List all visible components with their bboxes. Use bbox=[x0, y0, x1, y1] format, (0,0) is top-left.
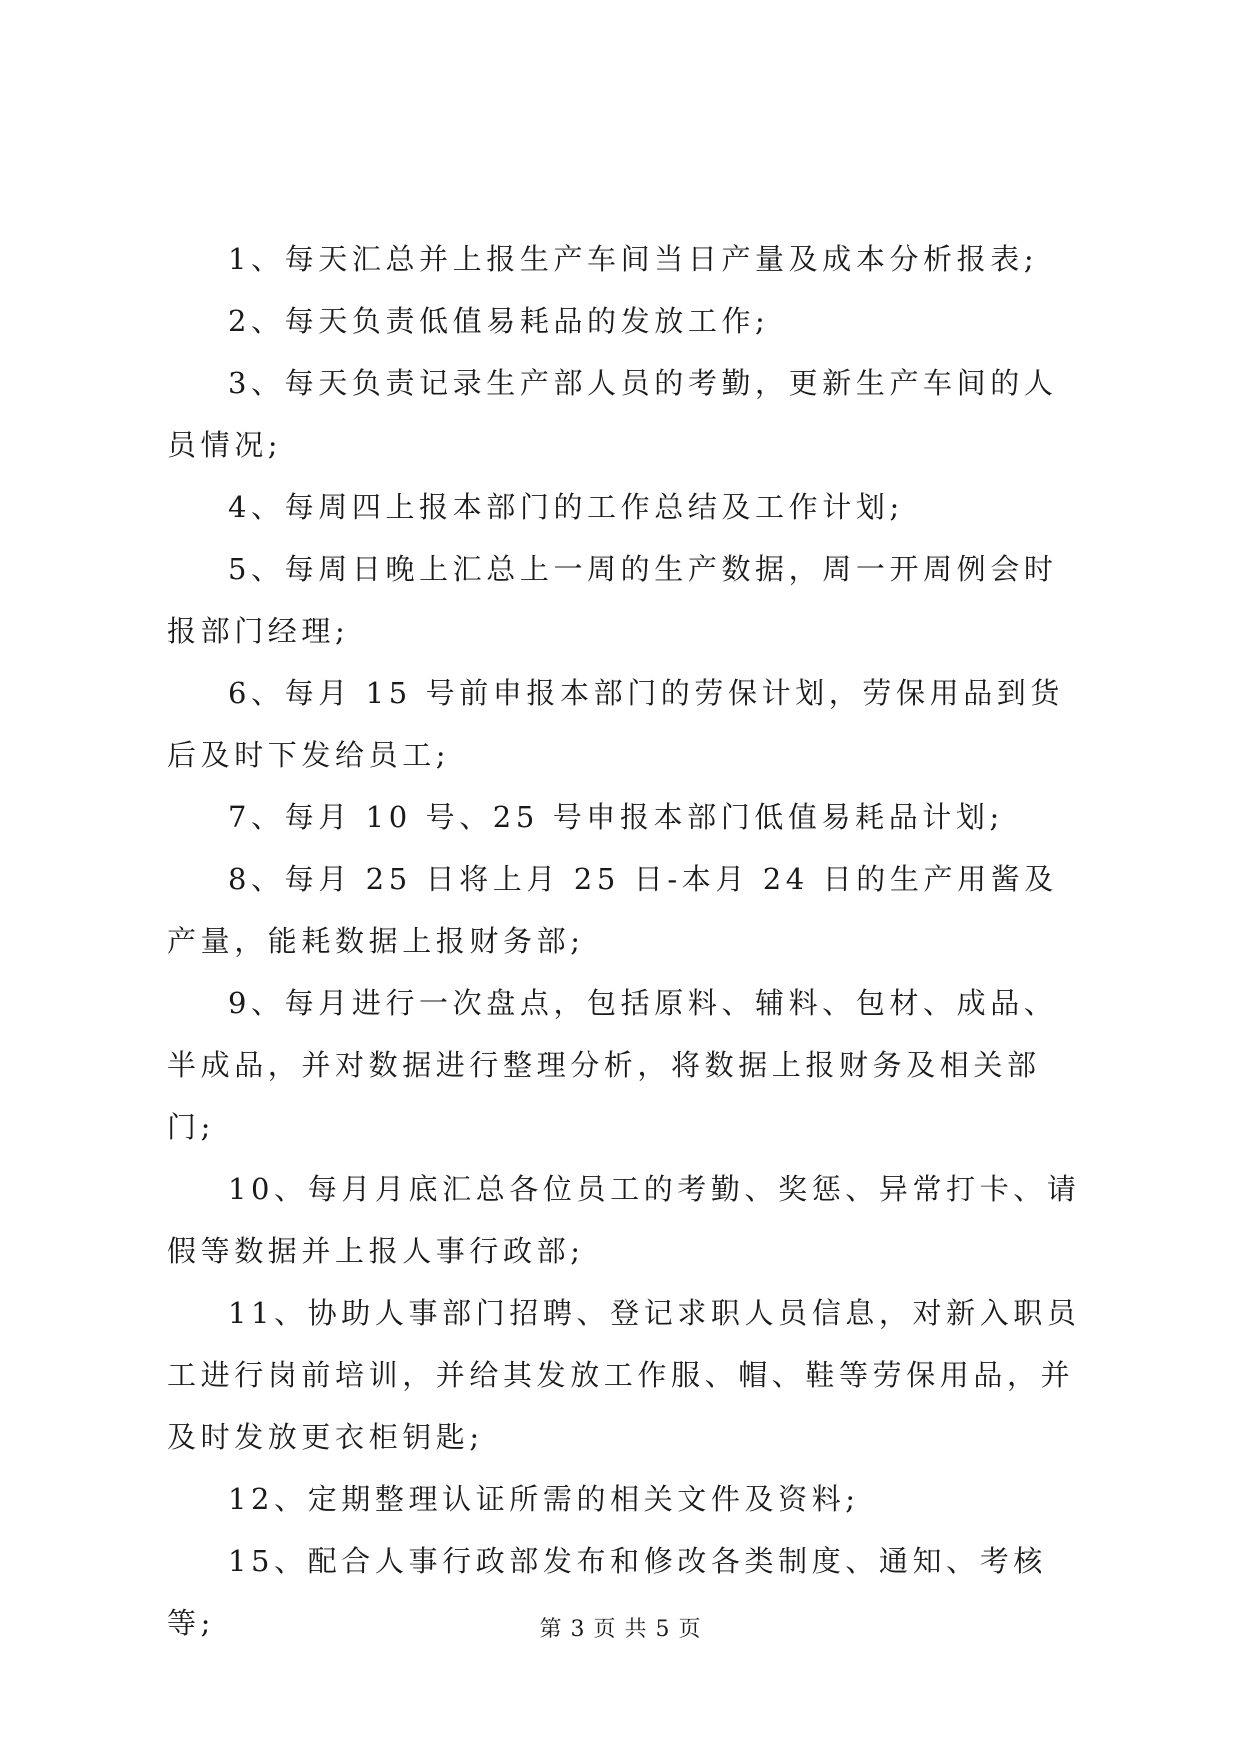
list-item: 12、定期整理认证所需的相关文件及资料; bbox=[228, 1482, 860, 1516]
list-item: 5、每周日晚上汇总上一周的生产数据，周一开周例会时报部门经理; bbox=[167, 552, 1058, 648]
list-item: 10、每月月底汇总各位员工的考勤、奖惩、异常打卡、请假等数据并上报人事行政部; bbox=[167, 1172, 1081, 1268]
list-item: 3、每天负责记录生产部人员的考勤，更新生产车间的人员情况; bbox=[167, 366, 1058, 462]
list-item: 9、每月进行一次盘点，包括原料、辅料、包材、成品、半成品，并对数据进行整理分析，将数据上报财务及相关部门; bbox=[167, 986, 1058, 1144]
list-item: 15、配合人事行政部发布和修改各类制度、通知、考核等; bbox=[167, 1544, 1047, 1640]
list-item: 8、每月 25 日将上月 25 日-本月 24 日的生产用酱及产量，能耗数据上报财务部; bbox=[167, 862, 1058, 958]
list-item: 7、每月 10 号、25 号申报本部门低值易耗品计划; bbox=[228, 800, 1004, 834]
document-body bbox=[167, 228, 1083, 1654]
page-number-footer: 第 3 页 共 5 页 bbox=[539, 1617, 702, 1642]
list-item: 11、协助人事部门招聘、登记求职人员信息，对新入职员工进行岗前培训，并给其发放工作服、帽、鞋等劳保用品，并及时发放更衣柜钥匙; bbox=[167, 1296, 1081, 1454]
list-item: 1、每天汇总并上报生产车间当日产量及成本分析报表; bbox=[228, 242, 1039, 276]
list-item: 2、每天负责低值易耗品的发放工作; bbox=[228, 304, 770, 338]
list-item: 6、每月 15 号前申报本部门的劳保计划，劳保用品到货后及时下发给员工; bbox=[167, 676, 1064, 772]
list-item: 4、每周四上报本部门的工作总结及工作计划; bbox=[228, 490, 904, 524]
